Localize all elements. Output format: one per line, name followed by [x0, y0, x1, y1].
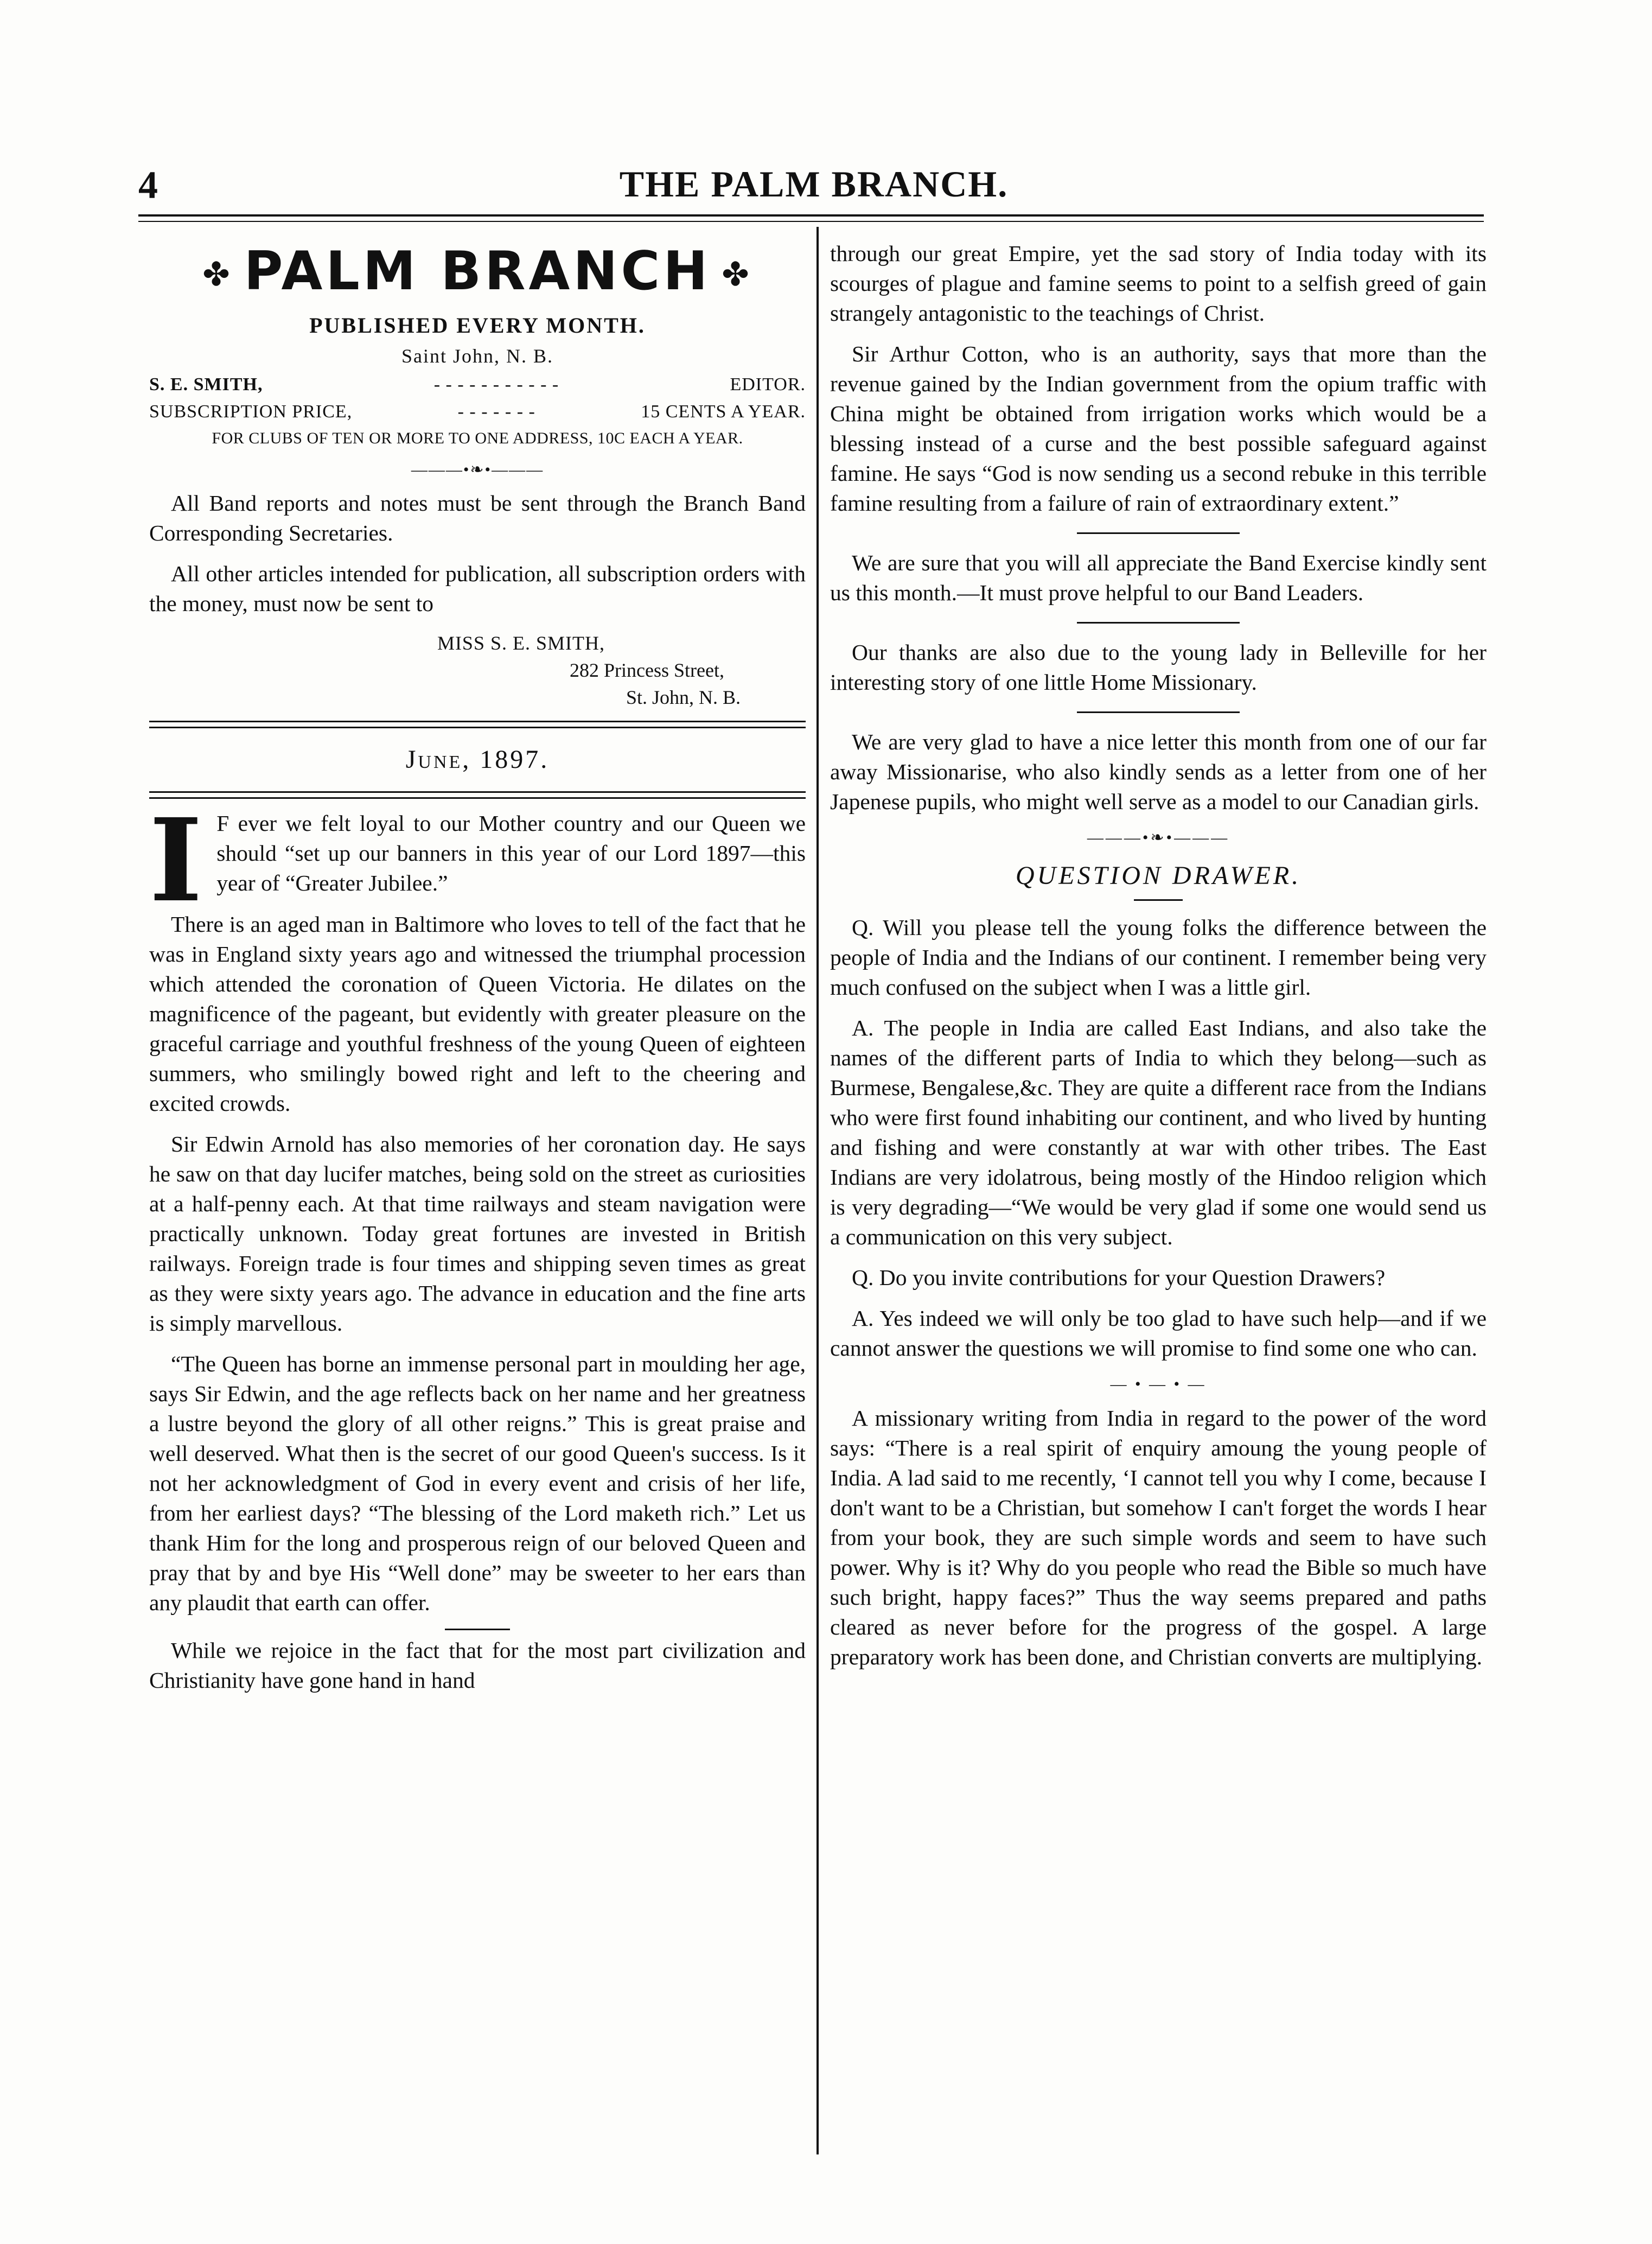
editor-leader-dots: - - - - - - - - - - -: [433, 374, 559, 395]
paragraph-letter: We are very glad to have a nice letter this month from one of our far away Missionarise, who also kindly sends as a letter from one of her Japenese pupils, who might well serve as a model to our Canadian girls.: [830, 729, 1487, 814]
paragraph-continued: through our great Empire, yet the sad story of India today with its scourges of plague and famine seems to point to a selfish greed of gain strangely antagonistic to the teachings of Christ.: [830, 241, 1487, 326]
article-paragraph-arnold: Sir Edwin Arnold has also memories of her coronation day. He says he saw on that day lucifer matches, being sold on the street as curiosities at a half-penny each. At that time railways and steam navigation were practically unknown. Today great fortunes are invested in British railways. Foreign trade is four times and shipping seven times as great as they were sixty years ago. The advance in education and the fine arts is simply marvellous.: [149, 1131, 806, 1336]
qa-answer-1: A. The people in India are called East Indians, and also take the names of the different parts of India to which they belong—such as Burmese, Bengalese,&c. They are quite a different race from the Indians who were first found inhabiting our continent, and who lived by hunting and fishing and were constantly at war with other tribes. The East Indians are very idolatrous, being mostly of the Hindoo religion which is very degrading—“We would be very glad if some one would send us a communication on this very subject.: [830, 1015, 1487, 1249]
date-bottom-rule: [149, 791, 806, 799]
masthead-title: [149, 239, 806, 307]
address-name: MISS S. E. SMITH,: [437, 632, 605, 654]
right-column: [830, 239, 1487, 1683]
article-paragraph-queen: “The Queen has borne an immense personal part in moulding her age, says Sir Edwin, and the age reflects back on her name and her greatness a lustre beyond the glory of all other reigns.” This is great praise and well deserved. What then is the secret of our good Queen's success. Is it not her acknowledgment of God in every event and crisis of her life, from her earliest days? “The blessing of the Lord maketh rich.” Let us thank Him for the long and prosperous reign of our beloved Queen and pray that by and bye His “Well done” may be sweeter to her ears than any plaudit that earth can offer.: [149, 1351, 806, 1616]
running-head: THE PALM BRANCH.: [619, 163, 1009, 205]
ornament-right-icon: ✤: [722, 256, 752, 294]
masthead-bottom-rule: [149, 721, 806, 728]
article-paragraph-baltimore: There is an aged man in Baltimore who loves to tell of the fact that he was in England sixty years ago and witnessed the triumphal procession which attended the coronation of Queen Victoria. He dilates on the magnificence of the pageant, but evidently with greater pleasure on the graceful carriage and youthful freshness of the young Queen of eighteen summers, who smilingly bowed right and left to the cheering and excited crowds.: [149, 912, 806, 1116]
ornamental-rule: ———•❧•———: [411, 461, 544, 479]
section-ornament: ———•❧•———: [1087, 829, 1230, 847]
masthead-title-text: PALM BRANCH: [244, 240, 711, 302]
editor-row: [149, 371, 806, 398]
address-city: St. John, N. B.: [626, 686, 741, 709]
page-number: 4: [138, 163, 158, 207]
qa-question-1: Q. Will you please tell the young folks the difference between the people of India and the Indians of our continent. I remember being very much confused on the subject when I was a little girl.: [830, 915, 1487, 1000]
notice-articles: All other articles intended for publication, all subscription orders with the money, must now be sent to: [149, 561, 806, 616]
editor-address: [149, 630, 806, 711]
ornament-left-icon: ✤: [202, 256, 233, 294]
section-title-rule: [1134, 899, 1183, 901]
subscription-leader-dots: - - - - - - -: [457, 402, 535, 422]
qa-question-2: Q. Do you invite contributions for your Question Drawers?: [852, 1265, 1386, 1290]
paragraph-cotton: Sir Arthur Cotton, who is an authority, says that more than the revenue gained by the Indian government from the opium traffic with China might be obtained from irrigation works which would be a blessing instead of a curse and the best possible safeguard against famine. He says “God is now sending us a second rebuke in this terrible famine resulting from a failure of rain of extraordinary extent.”: [830, 341, 1487, 516]
masthead-place: Saint John, N. B.: [401, 345, 554, 367]
column-divider: [817, 227, 819, 2154]
editor-label: EDITOR.: [730, 374, 806, 395]
header-rule: [138, 214, 1484, 222]
paragraph-missionary: A missionary writing from India in regard to the power of the word says: “There is a real spirit of enquiry amoung the young people of India. A lad said to me recently, ‘I cannot tell you why I come, because I don't want to be a Christian, but somehow I can't forget the words I hear from your book, they are such simple words and seem to have such power. Why is it? Why do you people who read the Bible so much have such bright, happy faces?” Thus the way seems prepared and paths cleared as never before for the progress of the gospel. A large preparatory work has been done, and Christian converts are multiplying.: [830, 1406, 1487, 1669]
rule-2: [1077, 622, 1240, 624]
article-paragraph-jubilee: [149, 793, 806, 928]
page-header: [138, 163, 1489, 217]
rule-1: [1077, 532, 1240, 534]
notice-band-reports: All Band reports and notes must be sent through the Branch Band Corresponding Secretaries.: [149, 491, 806, 546]
masthead-subtitle: PUBLISHED EVERY MONTH.: [309, 313, 646, 338]
article-paragraph-civilization: While we rejoice in the fact that for the most part civilization and Christianity have gone hand in hand: [149, 1638, 806, 1693]
subscription-label: SUBSCRIPTION PRICE,: [149, 402, 353, 422]
qa-answer-2: A. Yes indeed we will only be too glad to have such help—and if we cannot answer the questions we will promise to find some one who can.: [830, 1306, 1487, 1361]
issue-date: June, 1897.: [405, 745, 550, 774]
paragraph-thanks: Our thanks are also due to the young lady in Belleville for her interesting story of one little Home Missionary.: [830, 640, 1487, 695]
left-short-rule: [445, 1629, 510, 1630]
editor-name: S. E. SMITH,: [149, 374, 263, 395]
clubs-line: FOR CLUBS OF TEN OR MORE TO ONE ADDRESS, 10C EACH A YEAR.: [212, 429, 743, 448]
subscription-row: [149, 398, 806, 425]
section-title-question-drawer: QUESTION DRAWER.: [1015, 861, 1302, 890]
rule-3: [1077, 711, 1240, 713]
qa-ornament: — • — • —: [1110, 1375, 1207, 1393]
jubilee-text: F ever we felt loyal to our Mother country and our Queen we should “set up our banners in this year of our Lord 1897—this year of “Greater Jubilee.”: [216, 811, 806, 896]
subscription-value: 15 CENTS A YEAR.: [641, 402, 806, 422]
paragraph-band: We are sure that you will all appreciate the Band Exercise kindly sent us this month.—It must prove helpful to our Band Leaders.: [830, 550, 1487, 605]
masthead: [149, 239, 806, 371]
address-street: 282 Princess Street,: [570, 659, 724, 682]
left-column: [149, 239, 806, 1706]
drop-cap: I: [149, 793, 203, 928]
